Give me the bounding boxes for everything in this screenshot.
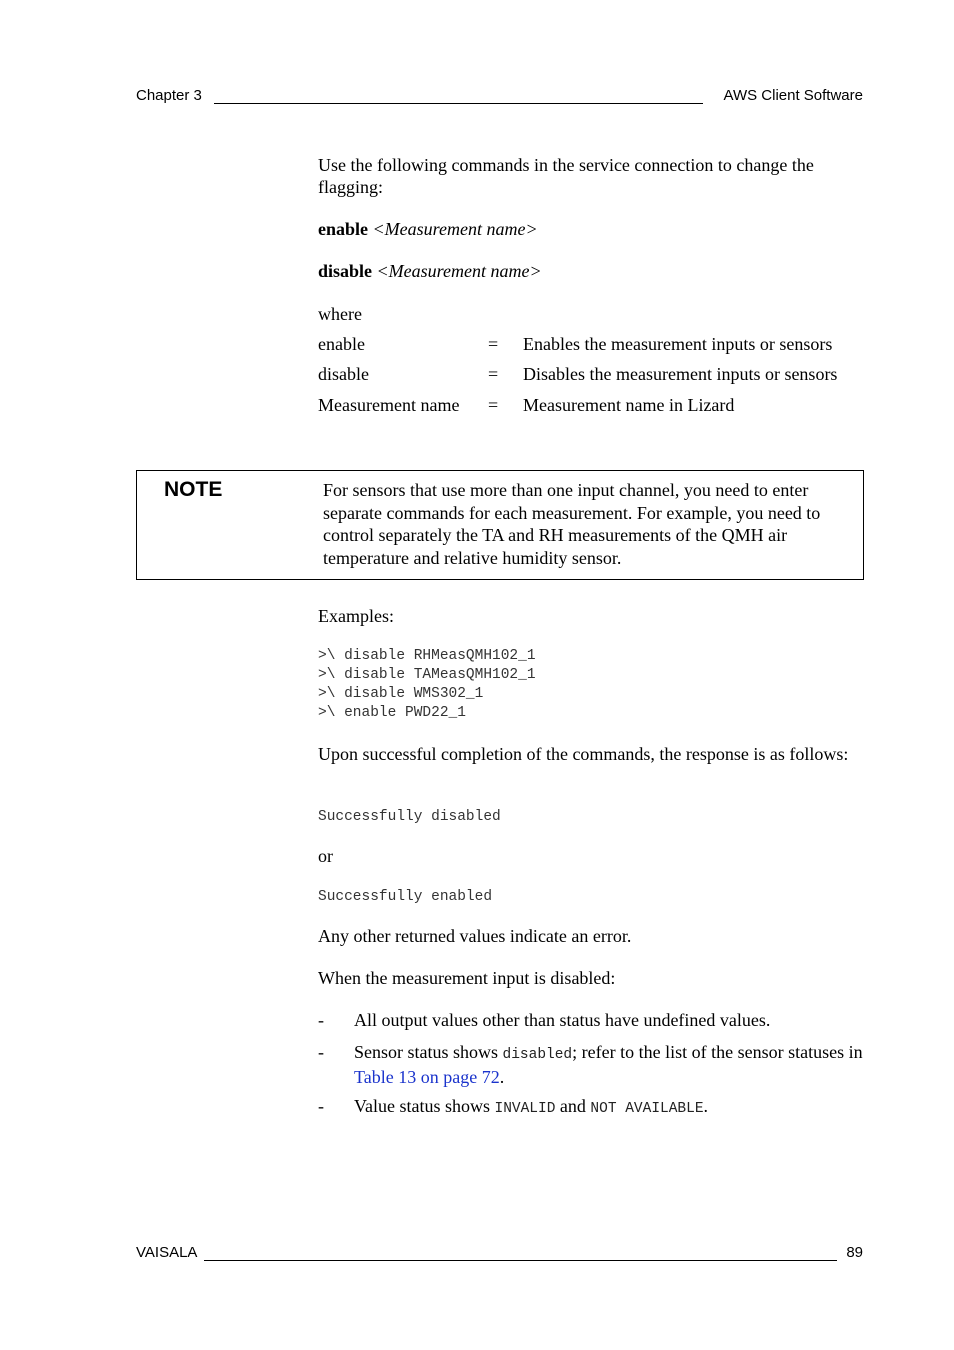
definition-description: Enables the measurement inputs or sensors (523, 334, 833, 354)
header-rule (214, 103, 703, 104)
note-text: For sensors that use more than one input channel, you need to enter separate commands for each measurement. For example, you need to control separately the TA and RH measurements of the QMH air temperature and relative humidity sensor. (323, 480, 821, 568)
list-dash: - (318, 1042, 324, 1062)
list-item-text: All output values other than status have undefined values. (354, 1010, 771, 1030)
response-disabled-code: Successfully disabled (318, 809, 501, 825)
definition-row (318, 364, 863, 386)
command-arg: <Measurement name> (376, 261, 542, 281)
command-keyword: disable (318, 261, 373, 281)
definition-equals: = (488, 334, 499, 354)
command-keyword: enable (318, 219, 369, 239)
definition-term: Measurement name (318, 395, 460, 415)
table-reference-link[interactable]: Table 13 on page 72 (354, 1067, 500, 1087)
code-not-available: NOT AVAILABLE (590, 1101, 704, 1117)
command-arg: <Measurement name> (372, 219, 538, 239)
text-fragment: Value status shows (354, 1096, 495, 1116)
response-intro: Upon successful completion of the commands, the response is as follows: (318, 744, 849, 764)
text-fragment: ; refer to the list of the sensor statuses in (572, 1042, 863, 1062)
list-item-text (354, 1041, 863, 1088)
disabled-intro: When the measurement input is disabled: (318, 968, 616, 988)
definition-equals: = (488, 364, 499, 384)
text-fragment: . (499, 1067, 505, 1087)
list-dash: - (318, 1096, 324, 1116)
text-fragment: and (555, 1096, 591, 1116)
list-dash: - (318, 1010, 324, 1030)
example-code-line: >\ enable PWD22_1 (318, 705, 466, 721)
text-fragment: . (703, 1096, 709, 1116)
code-disabled: disabled (502, 1047, 573, 1063)
note-box (136, 470, 864, 580)
example-code-line: >\ disable TAMeasQMH102_1 (318, 667, 536, 683)
definition-description: Disables the measurement inputs or sensors (523, 364, 838, 384)
definition-row (318, 395, 863, 417)
definition-description: Measurement name in Lizard (523, 395, 735, 415)
command-enable (318, 218, 863, 240)
footer-brand: VAISALA (136, 1244, 198, 1261)
header-title: AWS Client Software (723, 87, 863, 104)
code-invalid: INVALID (494, 1101, 556, 1117)
examples-label: Examples: (318, 606, 394, 626)
error-text: Any other returned values indicate an error. (318, 926, 632, 946)
example-code-line: >\ disable WMS302_1 (318, 686, 484, 702)
footer-rule (204, 1260, 837, 1261)
text-fragment: Sensor status shows (354, 1042, 503, 1062)
list-item-text (354, 1095, 863, 1120)
header-chapter: Chapter 3 (136, 87, 202, 104)
intro-paragraph: Use the following commands in the service connection to change the flagging: (318, 155, 814, 197)
example-code-line: >\ disable RHMeasQMH102_1 (318, 648, 536, 664)
command-disable (318, 260, 863, 282)
where-label: where (318, 304, 362, 324)
definition-term: disable (318, 364, 369, 384)
or-label: or (318, 846, 333, 866)
definition-equals: = (488, 395, 499, 415)
note-label: NOTE (164, 478, 223, 501)
definition-term: enable (318, 334, 365, 354)
definition-row (318, 334, 863, 356)
page-number: 89 (846, 1244, 863, 1261)
response-enabled-code: Successfully enabled (318, 889, 493, 905)
